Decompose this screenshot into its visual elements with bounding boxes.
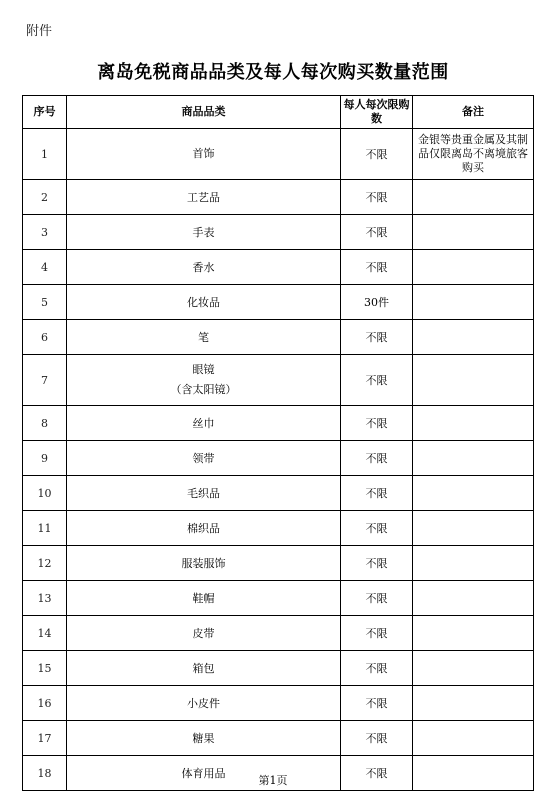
row-note [413, 616, 534, 651]
row-index: 12 [23, 546, 67, 581]
attachment-label: 附件 [26, 24, 53, 39]
row-category: 糖果 [67, 721, 341, 756]
table-row [23, 250, 534, 285]
page-number: 第1页 [258, 774, 288, 787]
document-title: 离岛免税商品品类及每人每次购买数量范围 [97, 62, 449, 83]
row-index: 10 [23, 476, 67, 511]
row-index: 4 [23, 250, 67, 285]
table-row [23, 581, 534, 616]
row-index: 13 [23, 581, 67, 616]
row-note [413, 581, 534, 616]
table-row [23, 406, 534, 441]
row-category: 小皮件 [67, 686, 341, 721]
row-limit: 不限 [341, 215, 413, 250]
row-note [413, 285, 534, 320]
row-limit: 不限 [341, 180, 413, 215]
row-index: 3 [23, 215, 67, 250]
row-limit: 不限 [341, 581, 413, 616]
row-limit: 不限 [341, 129, 413, 180]
header-category: 商品品类 [67, 96, 341, 129]
table-row [23, 511, 534, 546]
row-note [413, 511, 534, 546]
row-category: 体育用品 [67, 756, 341, 791]
row-note [413, 406, 534, 441]
row-index: 11 [23, 511, 67, 546]
table-row [23, 686, 534, 721]
row-index: 15 [23, 651, 67, 686]
row-note [413, 250, 534, 285]
row-category: 笔 [67, 320, 341, 355]
table-row [23, 129, 534, 180]
row-index: 18 [23, 756, 67, 791]
table-row [23, 546, 534, 581]
table-row [23, 285, 534, 320]
row-category: 领带 [67, 441, 341, 476]
row-note [413, 180, 534, 215]
row-category: 香水 [67, 250, 341, 285]
row-index: 5 [23, 285, 67, 320]
row-index: 1 [23, 129, 67, 180]
row-index: 2 [23, 180, 67, 215]
table-row [23, 616, 534, 651]
row-category: 毛织品 [67, 476, 341, 511]
row-note: 金银等贵重金属及其制品仅限离岛不离境旅客购买 [413, 129, 534, 180]
row-index: 9 [23, 441, 67, 476]
row-limit: 不限 [341, 355, 413, 406]
row-index: 8 [23, 406, 67, 441]
row-limit: 不限 [341, 651, 413, 686]
header-index: 序号 [23, 96, 67, 129]
row-limit: 不限 [341, 406, 413, 441]
table-header-row [23, 96, 534, 129]
row-note [413, 476, 534, 511]
table-row [23, 355, 534, 406]
row-limit: 不限 [341, 476, 413, 511]
row-category-sub: （含太阳镜） [170, 383, 237, 396]
row-category: 工艺品 [67, 180, 341, 215]
row-note [413, 355, 534, 406]
row-category: 服装服饰 [67, 546, 341, 581]
row-note [413, 441, 534, 476]
row-limit: 不限 [341, 546, 413, 581]
row-limit: 不限 [341, 511, 413, 546]
row-category: 化妆品 [67, 285, 341, 320]
row-limit: 不限 [341, 721, 413, 756]
row-category: 手表 [67, 215, 341, 250]
row-category: 首饰 [67, 129, 341, 180]
table-row [23, 476, 534, 511]
row-note [413, 651, 534, 686]
row-category: 箱包 [67, 651, 341, 686]
table-row [23, 320, 534, 355]
row-category [67, 355, 341, 406]
row-note [413, 215, 534, 250]
header-limit: 每人每次限购数 [341, 96, 413, 129]
table-row [23, 180, 534, 215]
row-index: 17 [23, 721, 67, 756]
header-note: 备注 [413, 96, 534, 129]
table-row [23, 215, 534, 250]
row-category: 皮带 [67, 616, 341, 651]
goods-table [22, 95, 534, 791]
row-limit: 不限 [341, 250, 413, 285]
row-limit: 不限 [341, 320, 413, 355]
row-category: 棉织品 [67, 511, 341, 546]
row-index: 16 [23, 686, 67, 721]
table-row [23, 721, 534, 756]
row-limit: 不限 [341, 616, 413, 651]
row-category: 丝巾 [67, 406, 341, 441]
row-index: 14 [23, 616, 67, 651]
row-note [413, 546, 534, 581]
row-category: 鞋帽 [67, 581, 341, 616]
row-note [413, 320, 534, 355]
row-limit: 不限 [341, 686, 413, 721]
table-row [23, 441, 534, 476]
row-note [413, 721, 534, 756]
row-index: 7 [23, 355, 67, 406]
table-row [23, 651, 534, 686]
row-category-main: 眼镜 [192, 363, 215, 376]
row-note [413, 686, 534, 721]
row-limit: 不限 [341, 441, 413, 476]
row-limit: 不限 [341, 756, 413, 791]
row-limit: 30件 [341, 285, 413, 320]
row-index: 6 [23, 320, 67, 355]
